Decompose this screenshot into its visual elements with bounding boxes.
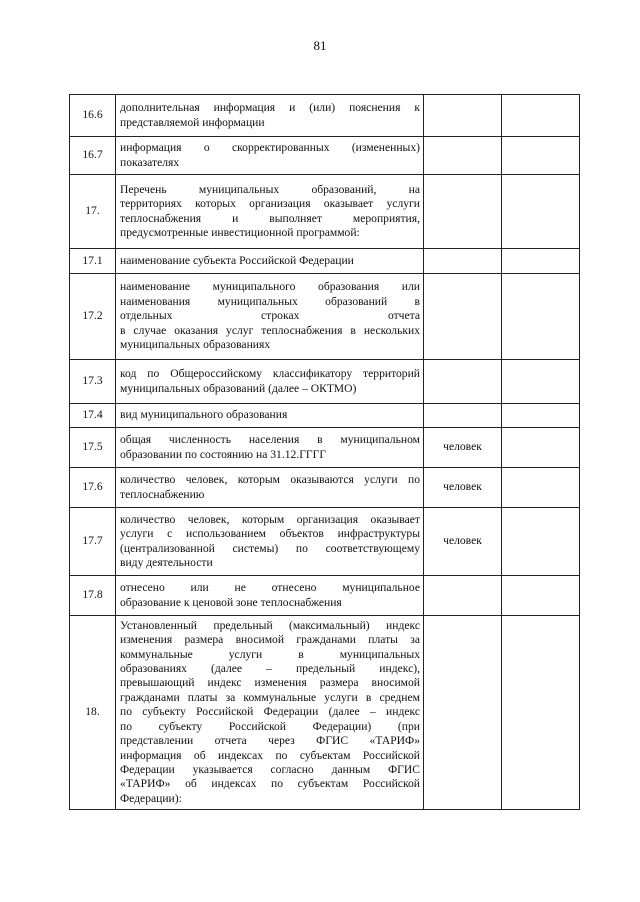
description-line: Федерации указывается согласно данным ФГИС [120,762,420,776]
row-description [116,274,424,360]
description-line: информация об индексах по субъектам Российской [120,748,420,762]
description-line: изменения размера вносимой гражданами платы за [120,633,420,647]
table-row [70,137,580,175]
description-line: информация о скорректированных (измененных) [120,141,420,155]
row-number: 17.1 [70,249,116,274]
description-line: в случае оказания услуг теплоснабжения в нескольких [120,323,420,337]
description-line: по субъекту Российской Федерации (далее – индекс [120,705,420,719]
description-line: вид муниципального образования [120,408,288,422]
description-line: Перечень муниципальных образований, на [120,182,420,196]
row-description [116,428,424,468]
unit-cell [424,249,502,274]
description-line: территориях которых организация оказывает услуги [120,197,420,211]
row-number: 17.3 [70,360,116,404]
table-row [70,468,580,508]
description-line: теплоснабжению [120,487,205,501]
value-cell [502,274,580,360]
row-description [116,175,424,249]
value-cell [502,404,580,428]
unit-cell [424,274,502,360]
value-cell [502,95,580,137]
unit-cell [424,360,502,404]
description-line: образованиях (далее – предельный индекс), [120,662,420,676]
description-line: Установленный предельный (максимальный) индекс [120,618,420,632]
description-line: коммунальные услуги в муниципальных [120,647,420,661]
row-description [116,404,424,428]
unit-cell [424,175,502,249]
table-row [70,249,580,274]
unit-cell [424,576,502,616]
table-row [70,428,580,468]
value-cell [502,175,580,249]
table-row [70,576,580,616]
value-cell [502,468,580,508]
value-cell [502,508,580,576]
table-row [70,616,580,810]
description-line: отнесено или не отнесено муниципальное [120,581,420,595]
page-number: 81 [313,38,327,53]
row-description [116,95,424,137]
row-number: 16.7 [70,137,116,175]
value-cell [502,428,580,468]
description-line: гражданами платы за коммунальные услуги в среднем [120,690,420,704]
description-line: по субъекту Российской Федерации) (при [120,719,420,733]
description-line: Федерации): [120,791,182,805]
row-description [116,249,424,274]
description-line: образовании по состоянию на 31.12.ГГГГ [120,447,327,461]
description-line: представлении отчета через ФГИС «ТАРИФ» [120,734,420,748]
table-row [70,360,580,404]
unit-cell: человек [424,428,502,468]
description-line: превышающий индекс изменения размера вносимой [120,676,420,690]
unit-cell [424,95,502,137]
description-line: наименования муниципальных образований в [120,294,420,308]
description-line: муниципальных образований (далее – ОКТМО) [120,381,357,395]
description-line: код по Общероссийскому классификатору территорий [120,367,420,381]
value-cell [502,249,580,274]
description-line: наименование муниципального образования или [120,280,420,294]
row-number: 17.6 [70,468,116,508]
row-number: 17.2 [70,274,116,360]
row-description [116,468,424,508]
report-table [69,94,580,810]
description-line: виду деятельности [120,555,213,569]
description-line: услуги с использованием объектов инфраструктуры [120,527,420,541]
description-line: теплоснабжения и выполняет мероприятия, [120,211,420,225]
row-description [116,616,424,810]
description-line: количество человек, которым оказываются услуги по [120,473,420,487]
row-description [116,137,424,175]
description-line: предусмотренные инвестиционной программой: [120,225,360,239]
description-line: образование к ценовой зоне теплоснабжения [120,595,342,609]
table-row [70,274,580,360]
row-number: 16.6 [70,95,116,137]
description-line: показателях [120,155,180,169]
row-description [116,576,424,616]
description-line: представляемой информации [120,115,265,129]
row-number: 17.5 [70,428,116,468]
description-line: (централизованной системы) по соответствующему [120,541,420,555]
value-cell [502,360,580,404]
table-row [70,508,580,576]
value-cell [502,576,580,616]
description-line: отдельных строках отчета [120,309,420,323]
description-line: дополнительная информация и (или) пояснения к [120,101,420,115]
description-line: количество человек, которым организация оказывает [120,512,420,526]
unit-cell [424,616,502,810]
unit-cell [424,137,502,175]
unit-cell: человек [424,508,502,576]
row-number: 17.8 [70,576,116,616]
row-number: 17.7 [70,508,116,576]
row-description [116,508,424,576]
unit-cell: человек [424,468,502,508]
table-row [70,175,580,249]
description-line: «ТАРИФ» об индексах по субъектам Российской [120,777,420,791]
unit-cell [424,404,502,428]
description-line: наименование субъекта Российской Федерации [120,253,354,267]
table-row [70,404,580,428]
row-number: 17.4 [70,404,116,428]
value-cell [502,616,580,810]
description-line: муниципальных образованиях [120,338,271,352]
row-number: 17. [70,175,116,249]
description-line: общая численность населения в муниципальном [120,433,420,447]
row-description [116,360,424,404]
table-row [70,95,580,137]
value-cell [502,137,580,175]
row-number: 18. [70,616,116,810]
